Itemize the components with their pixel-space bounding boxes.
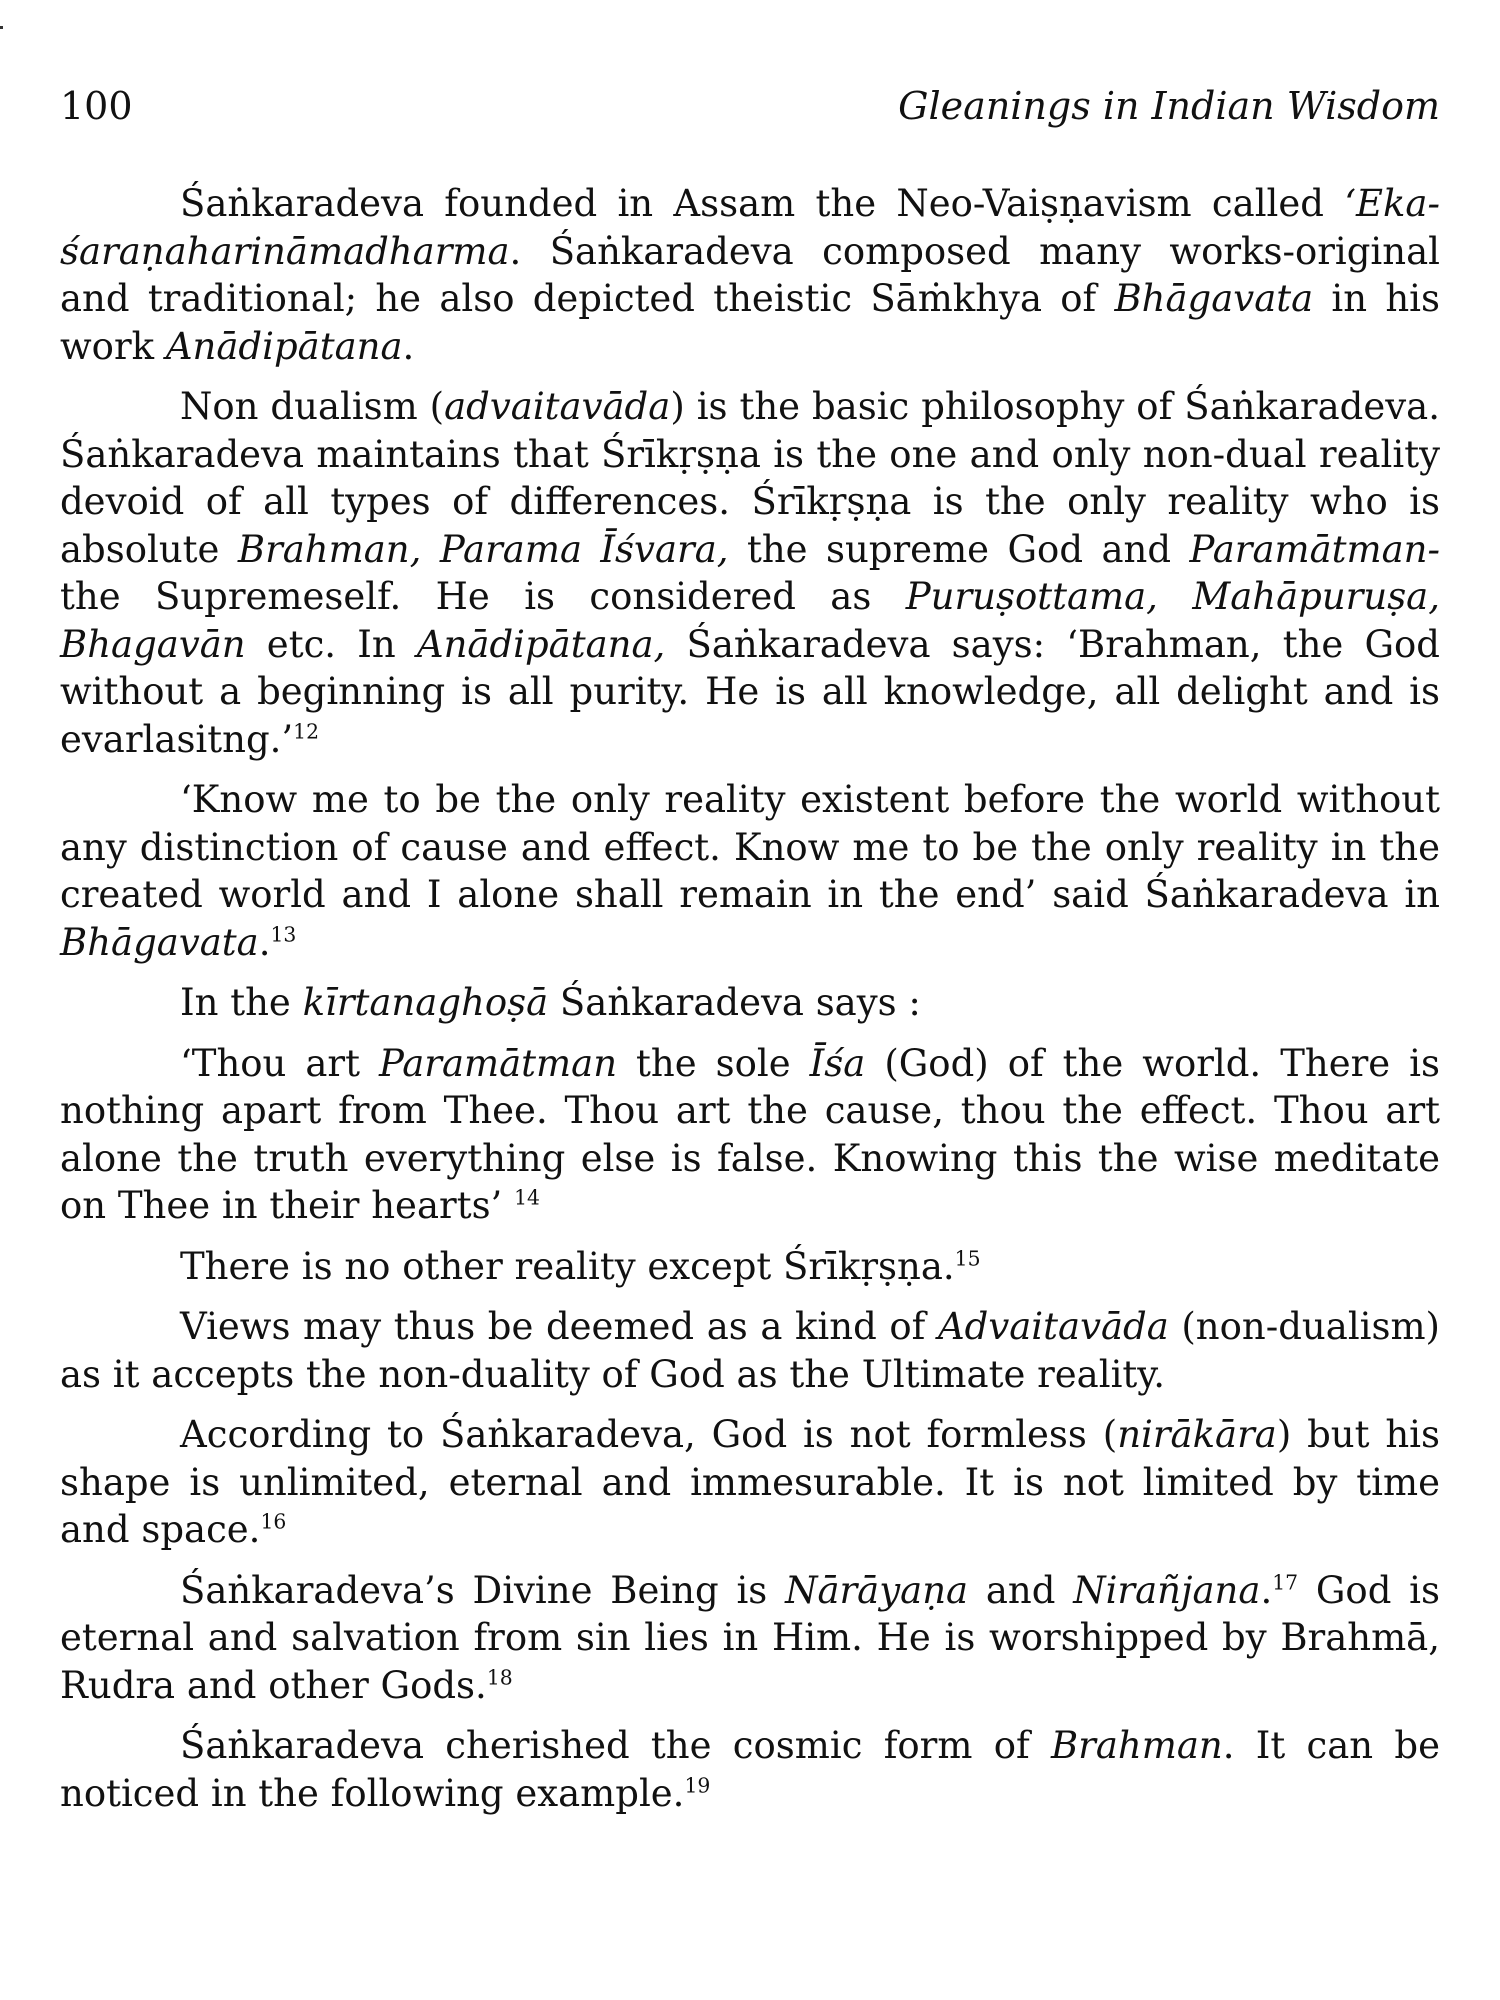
italic-text: Nārāyaṇa [785, 1568, 969, 1612]
italic-text: Paramātman [379, 1041, 618, 1085]
italic-text: Brahman [1050, 1724, 1223, 1767]
footnote-ref: 16 [260, 1509, 287, 1534]
text-run: in his work [60, 277, 1440, 368]
footnote-ref: 13 [270, 922, 297, 947]
text-run: Views may thus be deemed as a kind of [180, 1305, 938, 1348]
paragraph [60, 1303, 1440, 1398]
italic-text: Bhāgavata [60, 920, 259, 964]
text-run: Śaṅkaradeva cherished the cosmic form of [180, 1724, 1051, 1767]
text-run: In the [180, 981, 303, 1024]
italic-text: Īśa [809, 1041, 866, 1085]
page-header [60, 84, 1440, 144]
paragraph [60, 383, 1440, 763]
italic-text: Anādipātana [165, 324, 403, 368]
paragraph [60, 979, 1440, 1027]
italic-text: kīrtanaghoṣā [302, 981, 549, 1024]
text-run: God is eternal and salvation from sin lies in Him. He is worshipped by Brahmā, Rudra and other Gods. [60, 1568, 1440, 1707]
text-run: . [402, 324, 415, 368]
italic-text: Advaitavāda [937, 1305, 1169, 1348]
italic-text: advaitavāda [444, 385, 671, 428]
footnote-ref: 15 [954, 1246, 981, 1271]
text-run: and [968, 1568, 1074, 1612]
text-run: Śaṅkaradeva founded in Assam the Neo-Vaiṣṇavism called [180, 182, 1345, 225]
paragraph [60, 180, 1440, 370]
text-run: Śaṅkaradeva says : [548, 981, 921, 1024]
text-run: etc. In [245, 622, 417, 666]
page-number: 100 [60, 84, 133, 128]
italic-text: Anādipātana, [416, 622, 666, 666]
text-run: . Śaṅkaradeva composed many works-original and traditional; he also depicted theistic Sāṁkhya of [60, 229, 1440, 320]
text-run: . [258, 920, 271, 964]
footnote-ref: 17 [1272, 1570, 1299, 1595]
text-run: . [1260, 1568, 1273, 1612]
footnote-ref: 18 [486, 1665, 513, 1690]
italic-text: Brahman, Parama Īśvara, [237, 527, 729, 571]
paragraph [60, 1411, 1440, 1554]
paragraph [60, 776, 1440, 966]
stray-mark [0, 26, 3, 29]
italic-text: nirākāra [1117, 1413, 1277, 1456]
paragraph [60, 1040, 1440, 1230]
paragraph [60, 1243, 1440, 1291]
text-run: (non-dualism) as it accepts the non-duality of God as the Ultimate reality. [60, 1305, 1440, 1396]
text-run: ) but his shape is unlimited, eternal and immesurable. It is not limited by time and space. [60, 1413, 1440, 1551]
paragraph [60, 1722, 1440, 1817]
running-head: Gleanings in Indian Wisdom [898, 84, 1440, 128]
text-run: There is no other reality except Śrīkṛṣṇa. [180, 1244, 955, 1288]
italic-text: Nirañjana [1073, 1568, 1261, 1612]
footnote-ref: 14 [514, 1185, 540, 1210]
text-run: (God) of the world. There is nothing apart from Thee. Thou art the cause, thou the effect. Thou art alone the truth everything else is false. Knowing this the wise meditate on Thee in their hearts’ [60, 1041, 1441, 1227]
text-run: the supreme God and [728, 527, 1190, 571]
body-text [60, 180, 1440, 1830]
text-run: ) is the basic philosophy of Śaṅkaradeva. Śaṅkaradeva maintains that Śrīkṛṣṇa is the one and only non-dual reality devoid of all types of differences. Śrīkṛṣṇa is the only reality who is absolute [60, 385, 1440, 571]
text-run: Śaṅkaradeva says: ‘Brahman, the God without a beginning is all purity. He is all knowledge, all delight and is evarlasitng.’ [60, 622, 1440, 761]
italic-text: Bhāgavata [1114, 277, 1314, 320]
italic-text: Puruṣottama, Mahāpuruṣa, Bhagavān [60, 575, 1440, 666]
text-run: According to Śaṅkaradeva, God is not formless ( [180, 1413, 1118, 1456]
text-run: the Supremeself. He is considered as [60, 575, 906, 618]
text-run: Śaṅkaradeva’s Divine Being is [180, 1568, 786, 1612]
paragraph [60, 1567, 1440, 1710]
text-run: ‘Thou art [180, 1041, 379, 1085]
text-run: . It can be noticed in the following example. [60, 1724, 1440, 1815]
text-run: the sole [617, 1041, 810, 1085]
italic-text: ‘Eka-śaraṇaharināmadharma [60, 182, 1440, 273]
text-run: ‘Know me to be the only reality existent before the world without any distinction of cause and effect. Know me to be the only reality in the created world and I alone shall remain in the end’ said Śaṅkaradeva in [60, 778, 1440, 916]
footnote-ref: 19 [684, 1773, 711, 1798]
italic-text: Paramātman- [1189, 527, 1440, 571]
text-run: Non dualism ( [180, 385, 445, 428]
footnote-ref: 12 [293, 719, 320, 744]
